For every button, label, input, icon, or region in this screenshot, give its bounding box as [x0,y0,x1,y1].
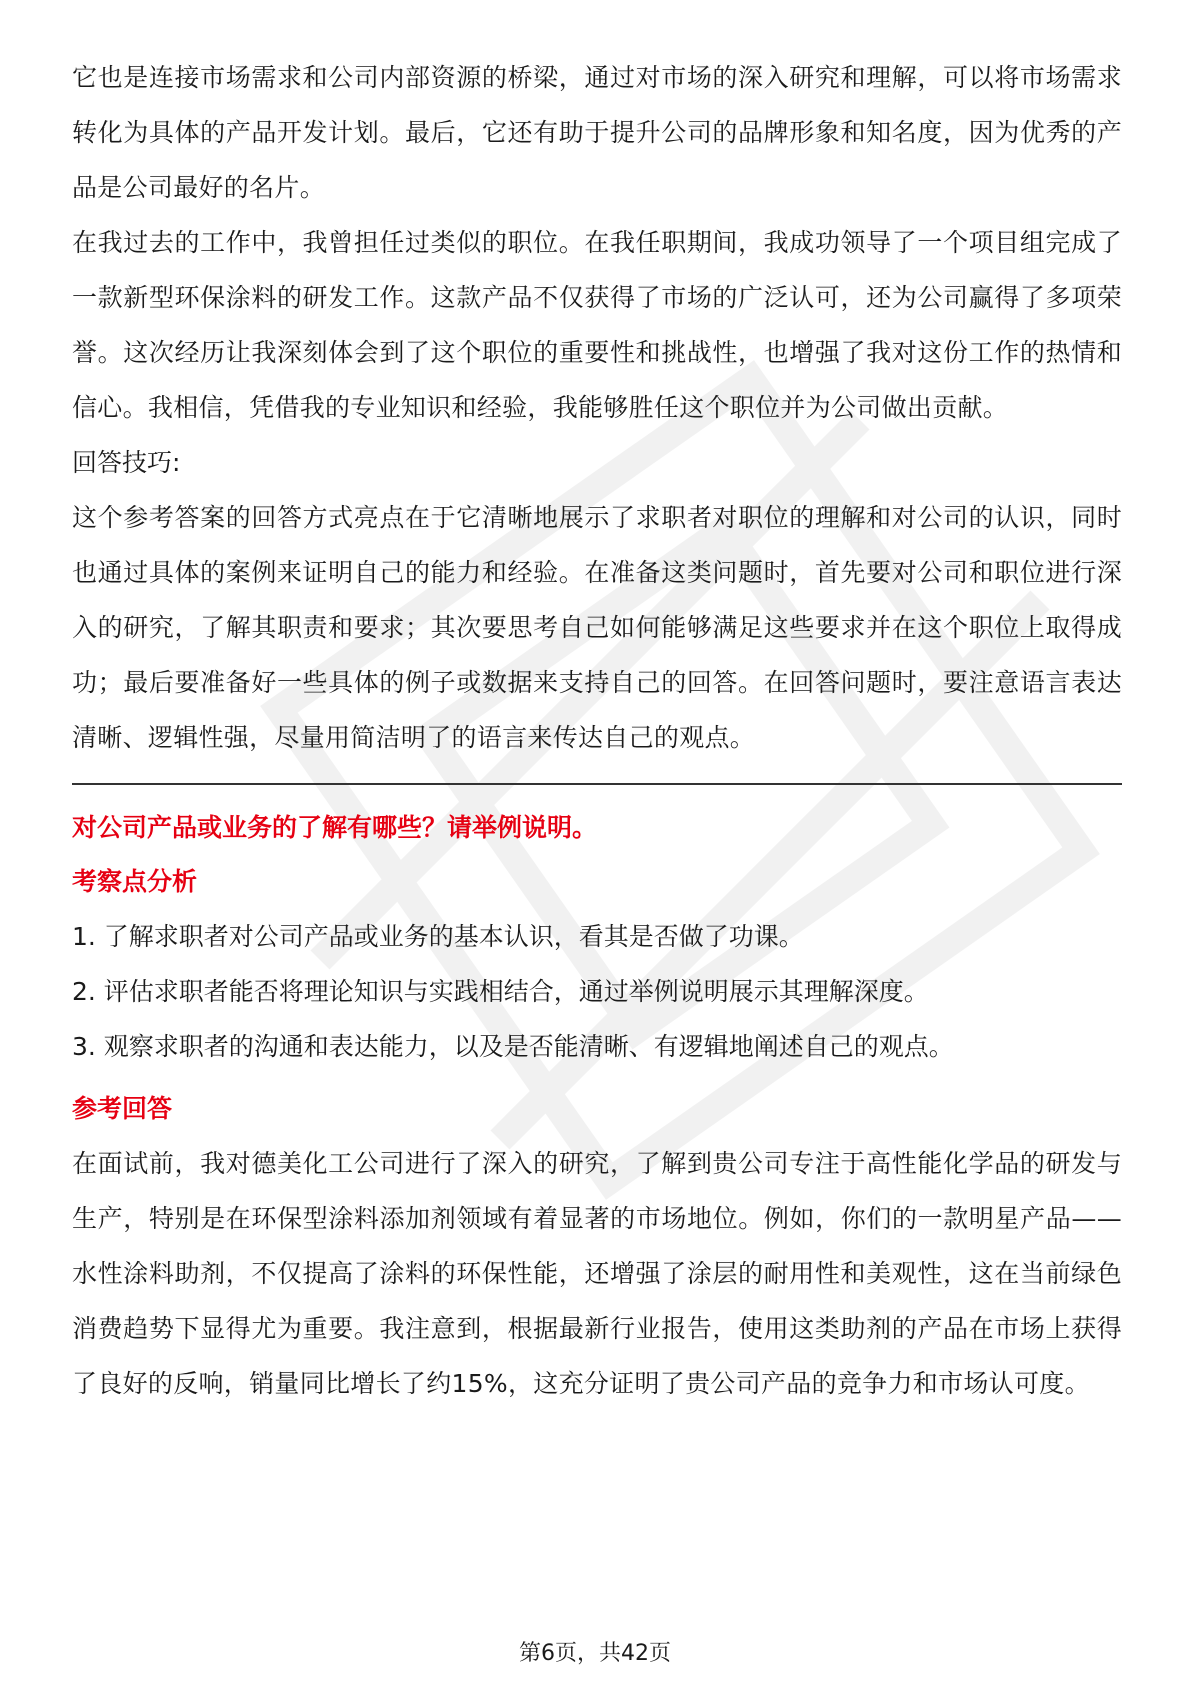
list-item: 2. 评估求职者能否将理论知识与实践相结合，通过举例说明展示其理解深度。 [72,977,929,1006]
question-heading: 对公司产品或业务的了解有哪些？请举例说明。 [72,813,598,842]
list-item: 3. 观察求职者的沟通和表达能力，以及是否能清晰、有逻辑地阐述自己的观点。 [72,1032,954,1061]
answer-paragraph: 在面试前，我对德美化工公司进行了深入的研究，了解到贵公司专注于高性能化学品的研发与生产，特别是在环保型涂料添加剂领域有着显著的市场地位。例如，你们的一款明星产品——水性涂料助剂，不仅提高了涂料的环保性能，还增强了涂层的耐用性和美观性，这在当前绿色消费趋势下显得尤为重要。我注意到，根据最新行业报告，使用这类助剂的产品在市场上获得了良好的反响，销量同比增长了约15%，这充分证明了贵公司产品的竞争力和市场认可度。 [72,1149,1122,1398]
document-content [72,50,1122,1411]
section-divider [72,783,1122,785]
page-footer: 第6页，共42页 [519,1641,671,1666]
paragraph: 它也是连接市场需求和公司内部资源的桥梁，通过对市场的深入研究和理解，可以将市场需求转化为具体的产品开发计划。最后，它还有助于提升公司的品牌形象和知名度，因为优秀的产品是公司最好的名片。 [72,63,1122,202]
analysis-list [72,909,1122,1074]
tips-label: 回答技巧: [72,448,181,477]
list-item: 1. 了解求职者对公司产品或业务的基本认识，看其是否做了功课。 [72,922,804,951]
paragraph: 在我过去的工作中，我曾担任过类似的职位。在我任职期间，我成功领导了一个项目组完成了一款新型环保涂料的研发工作。这款产品不仅获得了市场的广泛认可，还为公司赢得了多项荣誉。这次经历让我深刻体会到了这个职位的重要性和挑战性，也增强了我对这份工作的热情和信心。我相信，凭借我的专业知识和经验，我能够胜任这个职位并为公司做出贡献。 [72,228,1122,422]
answer-title: 参考回答 [72,1094,173,1123]
analysis-title: 考察点分析 [72,867,198,896]
tips-paragraph: 这个参考答案的回答方式亮点在于它清晰地展示了求职者对职位的理解和对公司的认识，同时也通过具体的案例来证明自己的能力和经验。在准备这类问题时，首先要对公司和职位进行深入的研究，了解其职责和要求；其次要思考自己如何能够满足这些要求并在这个职位上取得成功；最后要准备好一些具体的例子或数据来支持自己的回答。在回答问题时，要注意语言表达清晰、逻辑性强，尽量用简洁明了的语言来传达自己的观点。 [72,503,1122,752]
